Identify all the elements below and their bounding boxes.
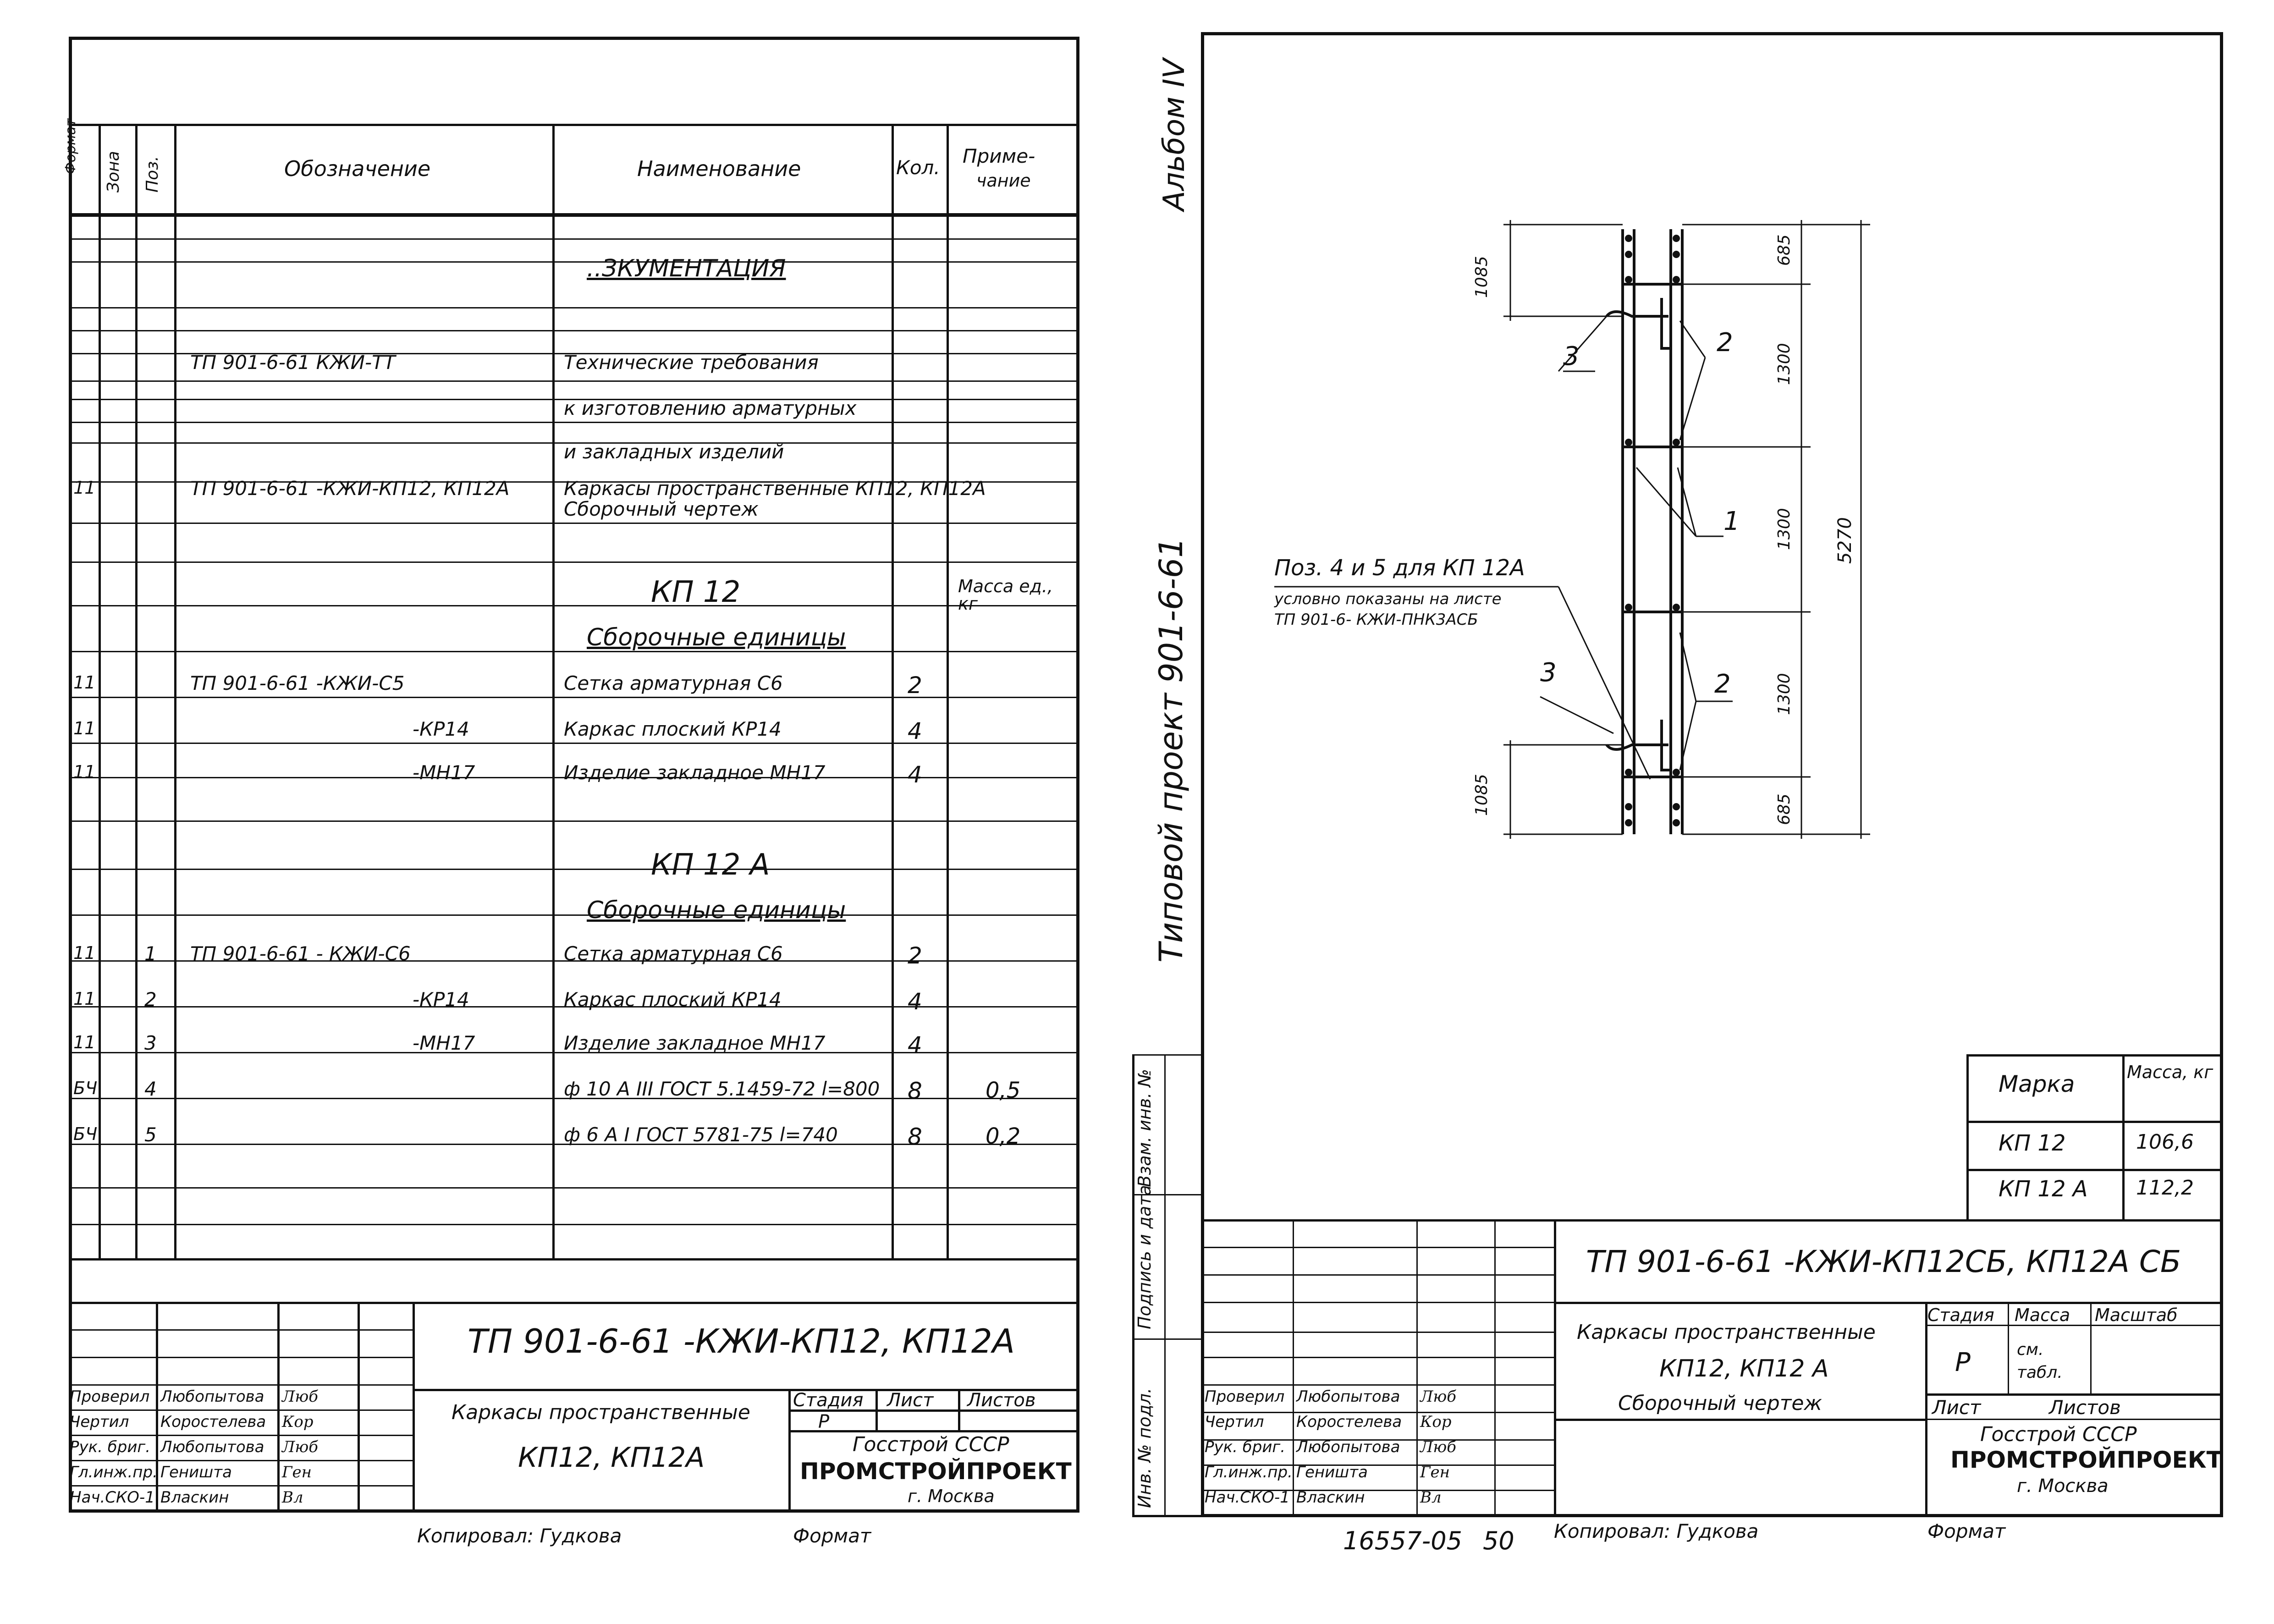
- row-designation: ТП 901-6-61 -КЖИ-КП12, КП12А: [190, 477, 510, 500]
- inv-orig-label: Инв. № подл.: [1134, 1387, 1155, 1508]
- row-designation: -КР14: [413, 718, 469, 740]
- right-title-name-3: Сборочный чертеж: [1618, 1392, 1823, 1415]
- dim-left-bottom: 1085: [1472, 774, 1491, 816]
- right-sheet-label: Лист: [1932, 1396, 1981, 1419]
- mass-mark: КП 12 А: [1999, 1176, 2088, 1202]
- signature-sign: Ген: [282, 1463, 312, 1481]
- signature-sign: Люб: [1420, 1387, 1457, 1406]
- drawing-note-3: ТП 901-6- КЖИ-ПНК3АСБ: [1274, 611, 1478, 629]
- row-qty: 8: [908, 1123, 922, 1150]
- row-name: Сборочные единицы: [587, 897, 846, 924]
- mass-mass: 112,2: [2136, 1176, 2194, 1200]
- header-format: Формат: [63, 118, 79, 174]
- archive-sheet: 50: [1483, 1526, 1514, 1555]
- signature-name: Власкин: [160, 1488, 229, 1507]
- dim-right-1: 685: [1775, 234, 1794, 266]
- header-qty: Кол.: [896, 156, 940, 179]
- row-name: ..ЗКУМЕНТАЦИЯ: [587, 255, 786, 282]
- left-title-name-1: Каркасы пространственные: [451, 1401, 750, 1424]
- row-name: Каркас плоский КР14: [564, 718, 782, 740]
- row-name: КП 12 А: [651, 848, 770, 882]
- right-tb-line: [1201, 1302, 1554, 1303]
- row-name: ф 10 А III ГОСТ 5.1459-72 l=800: [564, 1078, 880, 1100]
- right-tb-line: [1201, 1384, 1554, 1386]
- row-pos: 4: [144, 1078, 157, 1100]
- row-qty: 4: [908, 1032, 922, 1058]
- right-mass-label: Масса: [2015, 1305, 2070, 1325]
- project-label: Типовой проект 901-6-61: [1152, 537, 1190, 963]
- callout-2-top: 2: [1717, 328, 1733, 358]
- right-tb-divider: [2008, 1302, 2009, 1393]
- row-pos: 3: [144, 1032, 157, 1054]
- mass-table-line: [2122, 1054, 2125, 1219]
- row-designation: ТП 901-6-61 КЖИ-ТТ: [190, 351, 396, 374]
- row-qty: 8: [908, 1078, 922, 1104]
- row-format: 11: [73, 762, 96, 782]
- signature-name: Любопытова: [160, 1438, 264, 1456]
- signature-role: Рук. бриг.: [70, 1438, 151, 1456]
- inv-repl-label: Взам. инв. №: [1134, 1068, 1155, 1187]
- right-tb-line: [1554, 1419, 1925, 1421]
- left-copied: Копировал: Гудкова: [417, 1525, 622, 1547]
- left-format: Формат: [793, 1525, 871, 1547]
- right-org-2: ПРОМСТРОЙПРОЕКТ: [1950, 1447, 2222, 1473]
- signature-role: Гл.инж.пр.: [1205, 1463, 1293, 1481]
- callout-1: 1: [1723, 506, 1740, 536]
- drawing-note-1: Поз. 4 и 5 для КП 12А: [1274, 555, 1525, 581]
- right-sheets-label: Листов: [2049, 1396, 2121, 1419]
- row-name: Каркас плоский КР14: [564, 988, 782, 1011]
- signature-name: Коростелева: [1296, 1413, 1402, 1431]
- row-name: Сетка арматурная С6: [564, 942, 783, 965]
- right-copied: Копировал: Гудкова: [1554, 1520, 1759, 1542]
- right-tb-divider: [2090, 1302, 2092, 1393]
- mass-mark: КП 12: [1999, 1130, 2066, 1156]
- right-format: Формат: [1927, 1520, 2006, 1542]
- row-name: КП 12: [651, 575, 741, 609]
- right-tb-top: [1201, 1219, 2223, 1222]
- signature-role: Проверил: [1205, 1387, 1285, 1406]
- signature-sign: Ген: [1420, 1463, 1450, 1481]
- signature-sign: Люб: [282, 1387, 319, 1406]
- album-label: Альбом IV: [1157, 58, 1191, 211]
- dim-right-3: 1300: [1775, 508, 1794, 550]
- signature-role: Чертил: [70, 1413, 129, 1431]
- dim-total: 5270: [1834, 517, 1856, 564]
- signature-role: Гл.инж.пр.: [70, 1463, 158, 1481]
- signature-role: Чертил: [1205, 1413, 1264, 1431]
- right-title-name-2: КП12, КП12 А: [1659, 1355, 1829, 1382]
- row-pos: 5: [144, 1123, 157, 1146]
- right-tb-line: [1201, 1332, 1554, 1333]
- row-format: 11: [73, 718, 96, 738]
- row-name: Технические требования: [564, 351, 819, 374]
- right-tb-line: [1925, 1393, 2223, 1396]
- mass-table-line: [1966, 1054, 2223, 1057]
- row-format: БЧ: [73, 1124, 98, 1144]
- row-name: Сборочный чертеж: [564, 498, 759, 520]
- row-name: ф 6 А I ГОСТ 5781-75 l=740: [564, 1123, 838, 1146]
- right-tb-line: [1201, 1274, 1554, 1276]
- header-note-1: Приме-: [963, 145, 1035, 167]
- row-note: Масса ед., кг: [958, 576, 1053, 614]
- row-note: 0,2: [986, 1123, 1021, 1149]
- row-name: к изготовлению арматурных: [564, 397, 857, 419]
- right-tb-divider: [1293, 1219, 1294, 1517]
- right-tb-line: [1925, 1419, 2223, 1420]
- dim-left-top: 1085: [1472, 256, 1491, 298]
- left-org-2: ПРОМСТРОЙПРОЕКТ: [800, 1458, 1072, 1485]
- signature-sign: Кор: [1420, 1413, 1452, 1431]
- signature-role: Нач.СКО-1: [70, 1488, 155, 1507]
- dim-right-2: 1300: [1775, 343, 1794, 385]
- left-org-3: г. Москва: [908, 1486, 995, 1506]
- left-title-name-2: КП12, КП12А: [518, 1442, 705, 1474]
- callout-2-bottom: 2: [1714, 669, 1731, 699]
- callout-3-top: 3: [1563, 341, 1580, 371]
- callout-3-bottom: 3: [1540, 658, 1557, 688]
- header-zone: Зона: [104, 151, 123, 193]
- signature-name: Любопытова: [1296, 1438, 1400, 1456]
- signature-sign: Вл: [1420, 1488, 1442, 1507]
- mass-table-line: [1966, 1121, 2223, 1123]
- header-pos: Поз.: [143, 156, 162, 193]
- signature-sign: Люб: [1420, 1438, 1457, 1456]
- drawing-note-2: условно показаны на листе: [1274, 590, 1502, 608]
- row-format: 11: [73, 672, 96, 693]
- row-designation: -КР14: [413, 988, 469, 1011]
- row-designation: -МН17: [413, 761, 475, 784]
- right-scale-label: Масштаб: [2095, 1305, 2178, 1325]
- left-stage-label: Стадия: [793, 1390, 864, 1411]
- right-tb-divider: [1925, 1302, 1927, 1517]
- signature-name: Геништа: [1296, 1463, 1368, 1481]
- signature-name: Геништа: [160, 1463, 232, 1481]
- row-qty: 4: [908, 761, 922, 788]
- row-pos: 2: [144, 988, 157, 1011]
- right-title-code: ТП 901-6-61 -КЖИ-КП12СБ, КП12А СБ: [1586, 1244, 2181, 1279]
- header-note-2: чание: [976, 171, 1031, 191]
- signature-role: Проверил: [70, 1387, 150, 1406]
- signature-sign: Люб: [282, 1438, 319, 1456]
- mass-table-line: [1966, 1054, 1969, 1219]
- left-org-1: Госстрой СССР: [853, 1433, 1009, 1456]
- right-mass-value: см. табл.: [2017, 1340, 2063, 1382]
- signature-name: Коростелева: [160, 1413, 266, 1431]
- header-name: Наименование: [637, 156, 801, 181]
- row-format: 11: [73, 478, 96, 498]
- row-note: 0,5: [986, 1078, 1021, 1103]
- row-designation: ТП 901-6-61 - КЖИ-С6: [190, 942, 411, 965]
- right-stage-label: Стадия: [1927, 1305, 1994, 1325]
- left-sheet-label: Лист: [887, 1390, 934, 1411]
- left-title-code: ТП 901-6-61 -КЖИ-КП12, КП12А: [468, 1322, 1015, 1360]
- left-stage-value: Р: [818, 1411, 830, 1432]
- row-name: Сборочные единицы: [587, 624, 846, 651]
- signature-name: Любопытова: [1296, 1387, 1400, 1406]
- right-tb-divider: [1554, 1219, 1556, 1517]
- row-name: Сетка арматурная С6: [564, 672, 783, 694]
- row-format: БЧ: [73, 1078, 98, 1098]
- sign-date-label: Подпись и дата: [1134, 1185, 1155, 1329]
- right-org-1: Госстрой СССР: [1980, 1423, 2137, 1446]
- signature-sign: Кор: [282, 1413, 314, 1431]
- row-pos: 1: [144, 942, 157, 965]
- right-tb-divider: [1416, 1219, 1418, 1517]
- signature-sign: Вл: [282, 1488, 303, 1507]
- right-tb-line: [1201, 1357, 1554, 1358]
- row-name: и закладных изделий: [564, 440, 784, 463]
- dim-right-4: 1300: [1775, 673, 1794, 715]
- right-title-name-1: Каркасы пространственные: [1577, 1321, 1876, 1344]
- dim-right-5: 685: [1775, 793, 1794, 825]
- row-designation: -МН17: [413, 1032, 475, 1054]
- right-stage-value: Р: [1955, 1348, 1971, 1377]
- signature-name: Власкин: [1296, 1488, 1365, 1507]
- row-format: 11: [73, 1032, 96, 1052]
- right-tb-divider: [1494, 1219, 1496, 1517]
- row-qty: 2: [908, 942, 922, 969]
- archive-number: 16557-05: [1343, 1526, 1462, 1555]
- row-designation: ТП 901-6-61 -КЖИ-С5: [190, 672, 405, 694]
- row-name: Каркасы пространственные КП12, КП12А: [564, 477, 986, 500]
- row-name: Изделие закладное МН17: [564, 1032, 826, 1054]
- right-tb-line: [1554, 1302, 2223, 1304]
- row-name: Изделие закладное МН17: [564, 761, 826, 784]
- header-designation: Обозначение: [284, 156, 431, 181]
- row-qty: 4: [908, 988, 922, 1015]
- signature-role: Нач.СКО-1: [1205, 1488, 1290, 1507]
- mass-table-line: [1966, 1169, 2223, 1171]
- mass-col-mark: Марка: [1999, 1071, 2075, 1097]
- mass-mass: 106,6: [2136, 1130, 2194, 1154]
- signature-role: Рук. бриг.: [1205, 1438, 1286, 1456]
- signature-name: Любопытова: [160, 1387, 264, 1406]
- row-format: 11: [73, 989, 96, 1009]
- row-qty: 4: [908, 718, 922, 744]
- row-qty: 2: [908, 672, 922, 699]
- right-tb-line: [1201, 1247, 1554, 1248]
- row-format: 11: [73, 943, 96, 963]
- mass-col-mass: Масса, кг: [2127, 1062, 2213, 1082]
- right-org-3: г. Москва: [2017, 1475, 2109, 1497]
- left-sheets-label: Листов: [967, 1390, 1036, 1411]
